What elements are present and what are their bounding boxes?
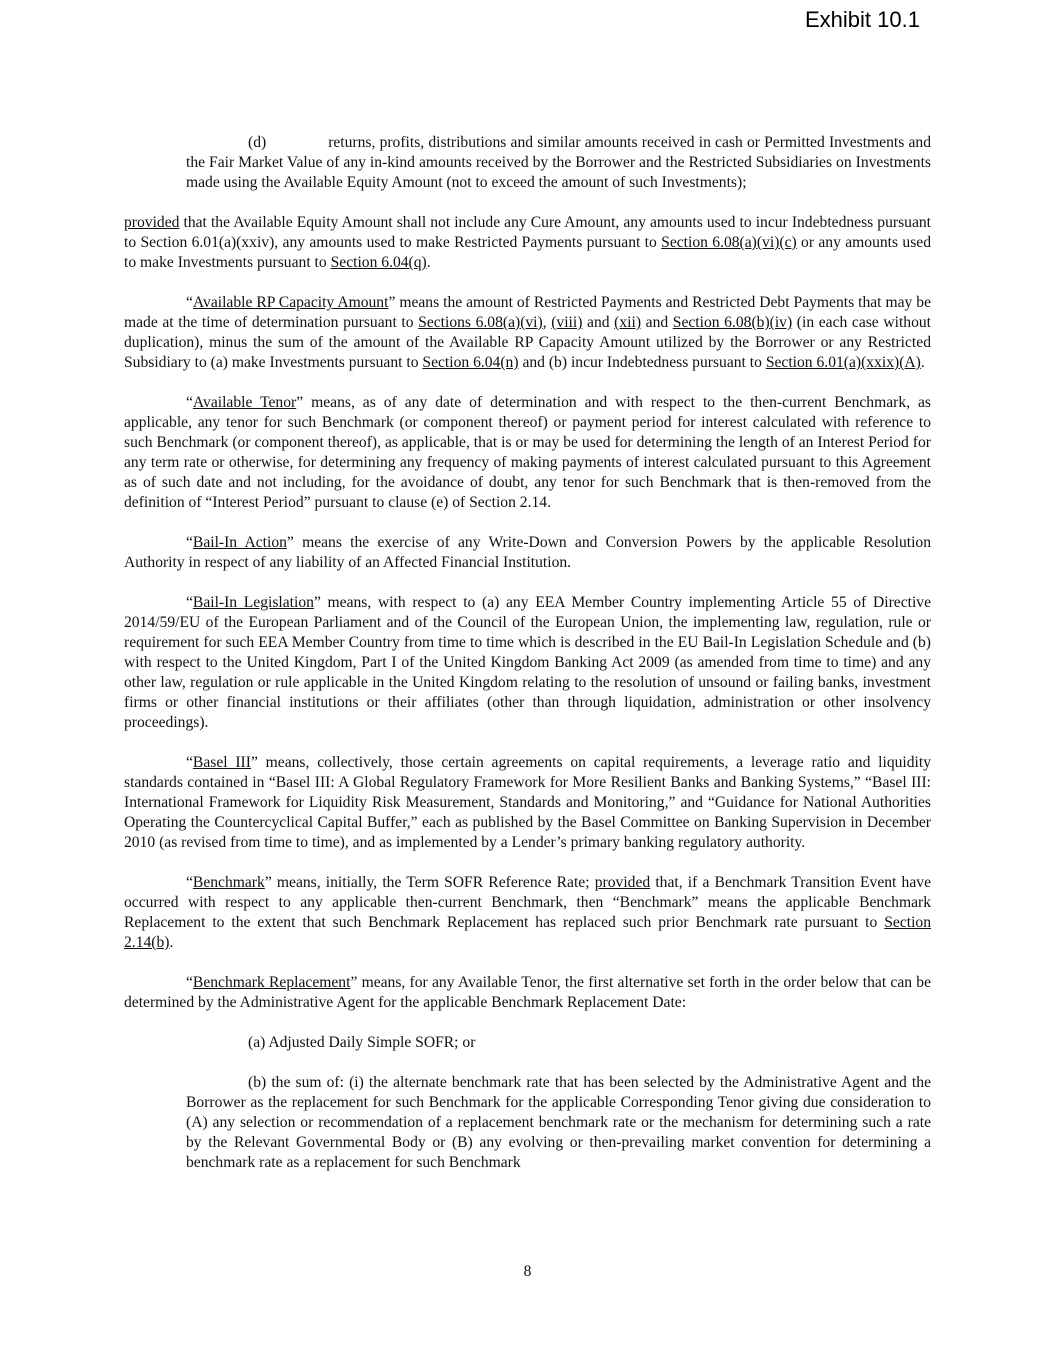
exhibit-label: Exhibit 10.1 — [805, 7, 920, 32]
definition-available-rp-capacity-amount: “Available RP Capacity Amount” means the amount of Restricted Payments and Restricted Debt Payments that may be made at the time of determination pursuant to Sections 6.08(a)(vi), (viii) and (xii) and Section 6.08(b)(iv) (in each case without duplication), minus the sum of the amount of the Available RP Capacity Amount utilized by the Borrower or any Restricted Subsidiary to (a) make Investments pursuant to Section 6.04(n) and (b) incur Indebtedness pursuant to Section 6.01(a)(xxix)(A). — [124, 294, 931, 371]
definition-basel-iii: “Basel III” means, collectively, those certain agreements on capital requirements, a leverage ratio and liquidity standards contained in “Basel III: A Global Regulatory Framework for More Resilient Banks and Banking Systems,” “Basel III: International Framework for Liquidity Risk Measurement, Standards and Monitoring,” and “Guidance for National Authorities Operating the Countercyclical Capital Buffer,” each as published by the Basel Committee on Banking Supervision in December 2010 (as revised from time to time), and as implemented by a Lender’s primary banking regulatory authority. — [124, 754, 932, 851]
provided-term: provided — [124, 214, 180, 231]
defined-term: Bail-In Action — [192, 534, 287, 551]
defined-term: Benchmark Replacement — [192, 974, 351, 991]
defined-term: Benchmark — [192, 874, 265, 891]
section-ref: Section 2.14(b) — [124, 914, 931, 951]
defined-term: Available RP Capacity Amount — [192, 294, 389, 311]
definition-benchmark-replacement: “Benchmark Replacement” means, for any Available Tenor, the first alternative set forth in the order below that can be determined by the Administrative Agent for the applicable Benchmark Replacement Date: — [124, 974, 932, 1011]
section-ref: Section 6.04(n) — [422, 354, 519, 371]
clause-d-label: (d) — [248, 134, 267, 151]
section-ref: Section 6.01(a)(xxix)(A) — [765, 354, 921, 371]
defined-term: Basel III — [192, 754, 251, 771]
section-ref: (viii) — [551, 314, 583, 331]
replacement-clause-a: (a) Adjusted Daily Simple SOFR; or — [248, 1034, 476, 1051]
section-ref: Section 6.08(a)(vi)(c) — [661, 234, 797, 251]
page-number: 8 — [523, 1263, 532, 1280]
definition-bail-in-legislation: “Bail-In Legislation” means, with respect to (a) any EEA Member Country implementing Article 55 of Directive 2014/59/EU of the European Parliament and of the Council of the European Union, the implementing law, regulation, rule or requirement for such EEA Member Country from time to time which is described in the EU Bail-In Legislation Schedule and (b) with respect to the United Kingdom, Part I of the United Kingdom Banking Act 2009 (as amended from time to time) and any other law, regulation or rule applicable in the United Kingdom relating to the resolution of unsound or failing banks, investment firms or other financial institutions or their affiliates (other than through liquidation, administration or other insolvency proceedings). — [124, 594, 931, 731]
clause-d-text: returns, profits, distributions and similar amounts received in cash or Permitted Investments and the Fair Market Value of any in-kind amounts received by the Borrower and the Restricted Subsidiaries on Investments made using the Available Equity Amount (not to exceed the amount of such Investments); — [186, 134, 931, 191]
section-ref: (xii) — [614, 314, 642, 331]
section-ref: Section 6.04(q) — [330, 254, 427, 271]
definition-bail-in-action: “Bail-In Action” means the exercise of any Write-Down and Conversion Powers by the applicable Resolution Authority in respect of any liability of an Affected Financial Institution. — [124, 534, 931, 571]
section-ref: Section 6.08(b)(iv) — [672, 314, 793, 331]
provided-term: provided — [594, 874, 651, 891]
section-ref: Sections 6.08(a)(vi) — [418, 314, 543, 331]
definition-available-tenor: “Available Tenor” means, as of any date of determination and with respect to the then-current Benchmark, as applicable, any tenor for such Benchmark (or component thereof) or payment period for interest calculated with reference to such Benchmark (or component thereof), as applicable, that is or may be used for determining the length of an Interest Period for any term rate or otherwise, for determining any frequency of making payments of interest calculated pursuant to this Agreement as of such date and not including, for the avoidance of doubt, any tenor for such Benchmark that is then-removed from the definition of “Interest Period” pursuant to clause (e) of Section 2.14. — [124, 394, 931, 511]
replacement-clause-b: (b) the sum of: (i) the alternate benchmark rate that has been selected by the Administrative Agent and the Borrower as the replacement for such Benchmark for the applicable Corresponding Tenor giving due consideration to (A) any selection or recommendation of a replacement benchmark rate or the mechanism for determining such a rate by the Relevant Governmental Body or (B) any evolving or then-prevailing market convention for determining a benchmark rate as a replacement for such Benchmark — [186, 1074, 931, 1171]
definition-benchmark: “Benchmark” means, initially, the Term SOFR Reference Rate; provided that, if a Benchmark Transition Event have occurred with respect to any applicable then-current Benchmark, then “Benchmark” means the applicable Benchmark Replacement to the extent that such Benchmark Replacement has replaced such prior Benchmark rate pursuant to Section 2.14(b). — [124, 874, 931, 951]
clause-d — [186, 133, 931, 193]
defined-term: Bail-In Legislation — [192, 594, 314, 611]
document-body — [124, 133, 931, 1173]
proviso-paragraph: provided that the Available Equity Amount shall not include any Cure Amount, any amounts used to incur Indebtedness pursuant to Section 6.01(a)(xxiv), any amounts used to make Restricted Payments pursuant to Section 6.08(a)(vi)(c) or any amounts used to make Investments pursuant to Section 6.04(q). — [124, 214, 932, 271]
defined-term: Available Tenor — [192, 394, 297, 411]
